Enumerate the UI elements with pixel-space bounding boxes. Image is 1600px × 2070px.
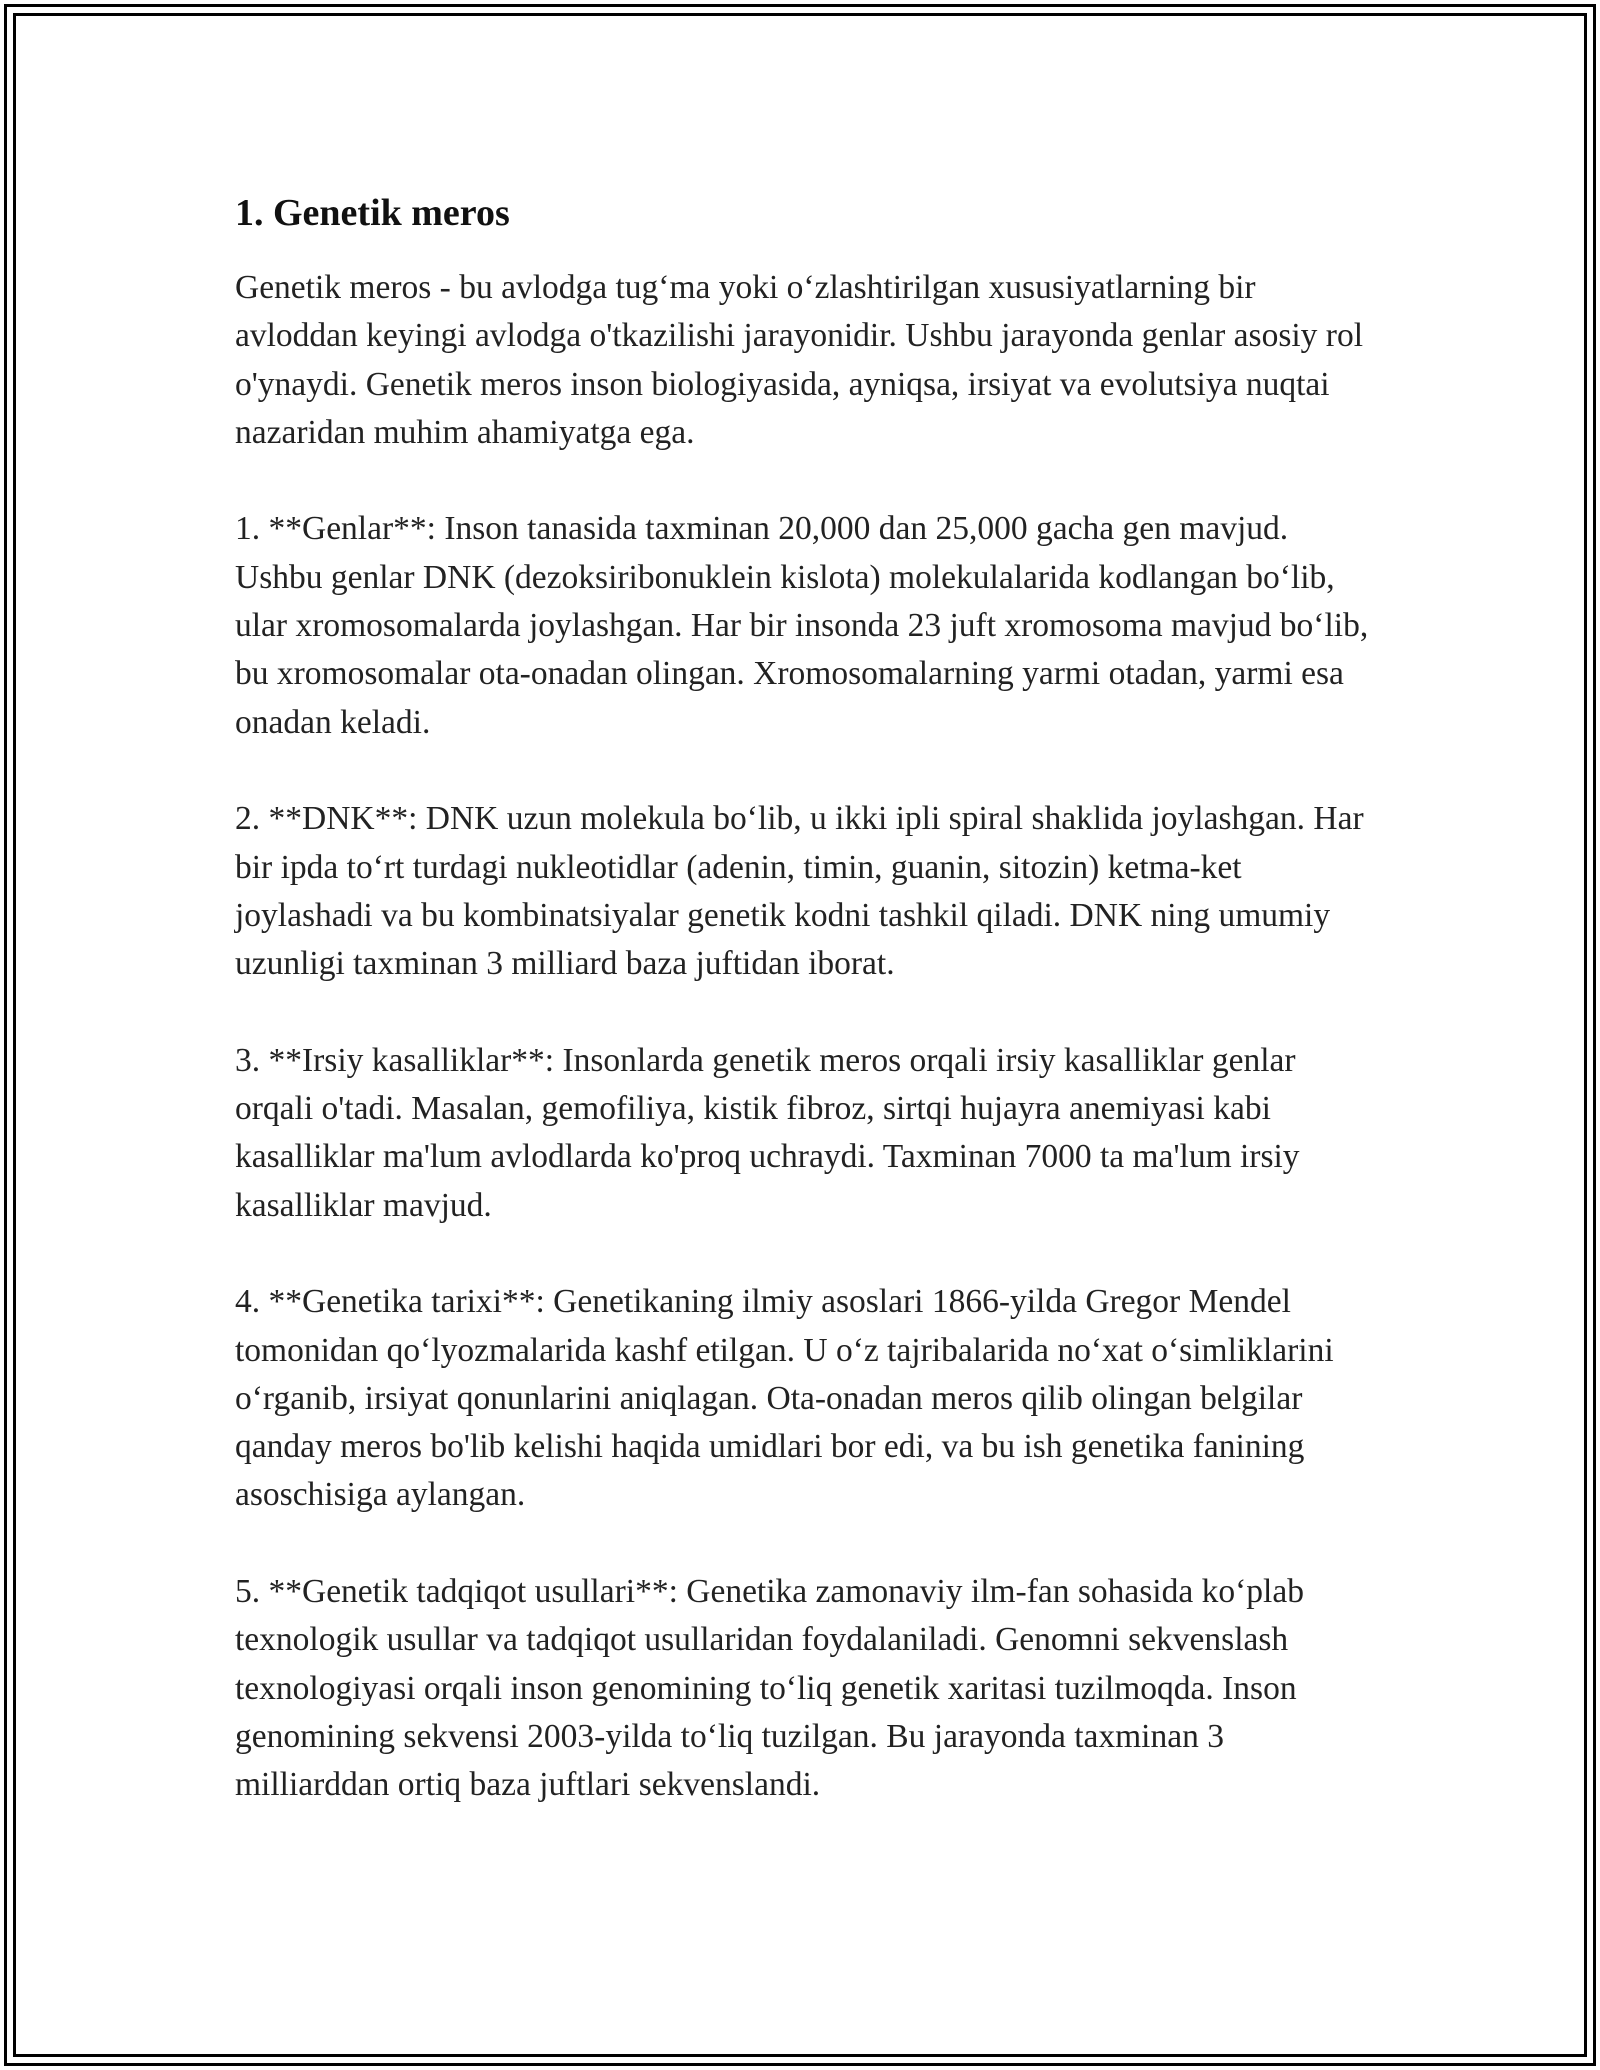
paragraph-irsiy-kasalliklar: 3. **Irsiy kasalliklar**: Insonlarda genetik meros orqali irsiy kasalliklar genlar orqali o'tadi. Masalan, gemofiliya, kistik fibroz, sirtqi hujayra anemiyasi kabi kasalliklar ma'lum avlodlarda ko'proq uchraydi. Taxminan 7000 ta ma'lum irsiy kasalliklar mavjud. (235, 1041, 1300, 1224)
paragraph-genetik-tadqiqot-usullari: 5. **Genetik tadqiqot usullari**: Genetika zamonaviy ilm-fan sohasida ko‘plab texnologik usullar va tadqiqot usullaridan foydalaniladi. Genomni sekvenslash texnologiyasi orqali inson genomining to‘liq genetik xaritasi tuzilmoqda. Inson genomining sekvensi 2003-yilda to‘liq tuzilgan. Bu jarayonda taxminan 3 milliarddan ortiq baza juftlari sekvenslandi. (235, 1573, 1304, 1804)
document-title: 1. Genetik meros (235, 192, 510, 234)
paragraph-genlar: 1. **Genlar**: Inson tanasida taxminan 20,000 dan 25,000 gacha gen mavjud. Ushbu genlar DNK (dezoksiribonuklein kislota) molekulalarida kodlangan bo‘lib, ular xromosomalarda joylashgan. Har bir insonda 23 juft xromosoma mavjud bo‘lib, bu xromosomalar ota-onadan olingan. Xromosomalarning yarmi otadan, yarmi esa onadan keladi. (235, 510, 1369, 741)
paragraph-genetika-tarixi: 4. **Genetika tarixi**: Genetikaning ilmiy asoslari 1866-yilda Gregor Mendel tomonidan qo‘lyozmalarida kashf etilgan. U o‘z tajribalarida no‘xat o‘simliklarini o‘rganib, irsiyat qonunlarini aniqlagan. Ota-onadan meros qilib olingan belgilar qanday meros bo'lib kelishi haqida umidlari bor edi, va bu ish genetika fanining asoschisiga aylangan. (235, 1283, 1334, 1514)
document-body (235, 186, 1370, 1858)
intro-paragraph: Genetik meros - bu avlodga tug‘ma yoki o‘zlashtirilgan xususiyatlarning bir avloddan keyingi avlodga o'tkazilishi jarayonidir. Ushbu jarayonda genlar asosiy rol o'ynaydi. Genetik meros inson biologiyasida, ayniqsa, irsiyat va evolutsiya nuqtai nazaridan muhim ahamiyatga ega. (235, 269, 1364, 451)
paragraph-dnk: 2. **DNK**: DNK uzun molekula bo‘lib, u ikki ipli spiral shaklida joylashgan. Har bir ipda to‘rt turdagi nukleotidlar (adenin, timin, guanin, sitozin) ketma-ket joylashadi va bu kombinatsiyalar genetik kodni tashkil qiladi. DNK ning umumiy uzunligi taxminan 3 milliard baza juftidan iborat. (235, 800, 1364, 983)
